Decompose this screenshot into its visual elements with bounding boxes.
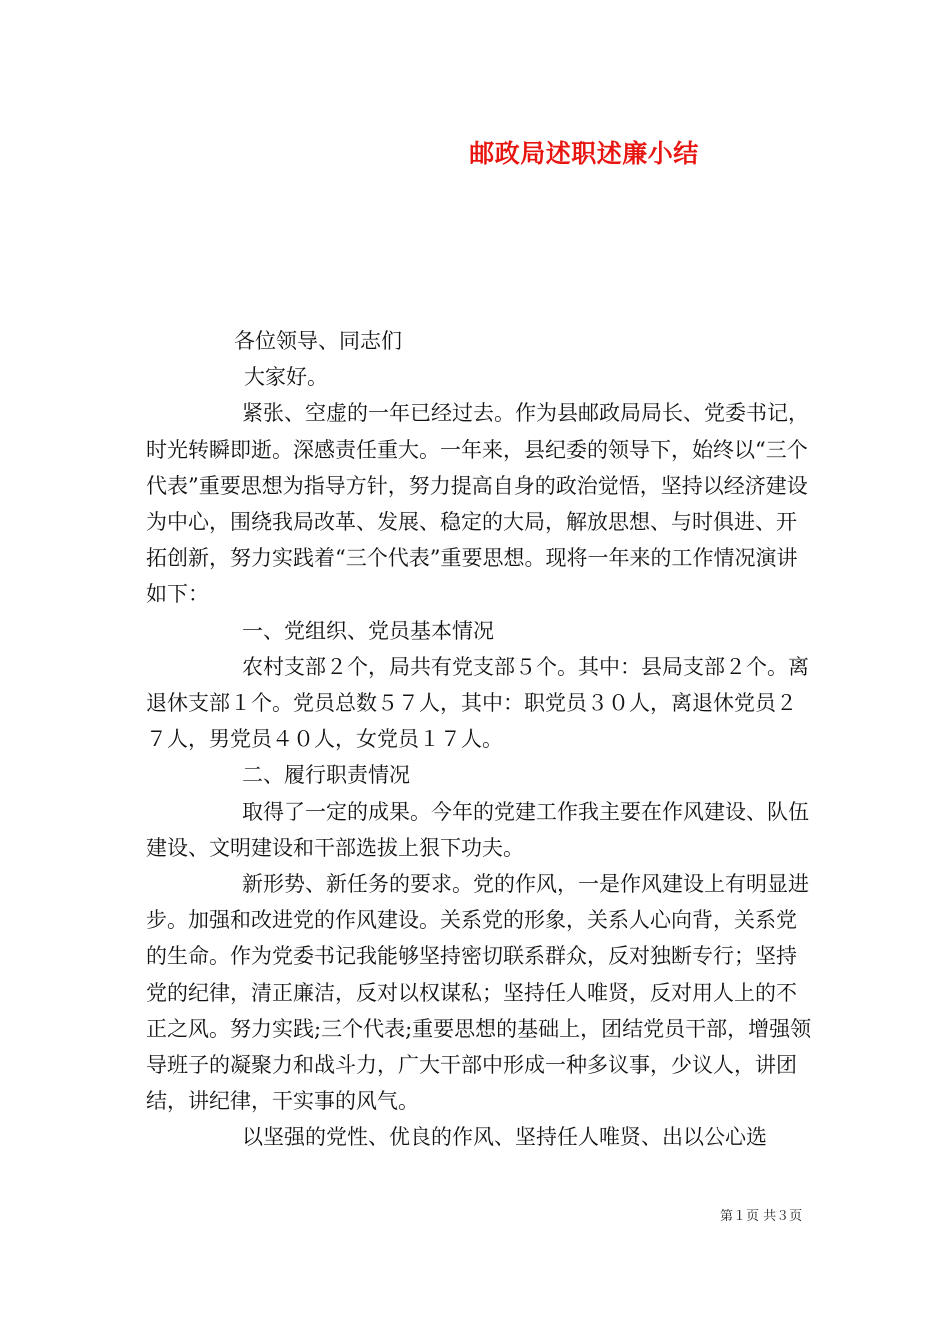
page-number: 第１页 共３页 [720, 1209, 803, 1224]
salutation: 各位领导、同志们 [234, 329, 402, 353]
paragraph-results: 取得了一定的成果。今年的党建工作我主要在作风建设、队伍建设、文明建设和干部选拔上狠下功夫。 [146, 799, 809, 860]
section-heading-1: 一、党组织、党员基本情况 [242, 618, 494, 643]
section-heading-2: 二、履行职责情况 [242, 763, 410, 788]
paragraph-party-info: 农村支部２个，局共有党支部５个。其中：县局支部２个。离退休支部１个。党员总数５７人，其中：职党员３０人，离退休党员２７人，男党员４０人，女党员１７人。 [146, 654, 809, 752]
greeting: 大家好。 [244, 365, 328, 390]
document-title: 邮政局述职述廉小结 [469, 139, 699, 168]
document-body [146, 323, 814, 1156]
paragraph-style-building: 新形势、新任务的要求。党的作风，一是作风建设上有明显进步。加强和改进党的作风建设。关系党的形象，关系人心向背，关系党的生命。作为党委书记我能够坚持密切联系群众，反对独断专行；坚持党的纪律，清正廉洁，反对以权谋私；坚持任人唯贤，反对用人上的不正之风。努力实践;三个代表;重要思想的基础上，团结党员干部，增强领导班子的凝聚力和战斗力，广大干部中形成一种多议事，少议人，讲团结，讲纪律，干实事的风气。 [146, 872, 812, 1114]
paragraph-cadre-selection: 以坚强的党性、优良的作风、坚持任人唯贤、出以公心选 [242, 1125, 767, 1150]
paragraph-intro: 紧张、空虚的一年已经过去。作为县邮政局局长、党委书记，时光转瞬即逝。深感责任重大。一年来，县纪委的领导下，始终以“三个代表”重要思想为指导方针，努力提高自身的政治觉悟，坚持以经济建设为中心，围绕我局改革、发展、稳定的大局，解放思想、与时俱进、开拓创新，努力实践着“三个代表”重要思想。现将一年来的工作情况演讲如下： [146, 401, 809, 607]
